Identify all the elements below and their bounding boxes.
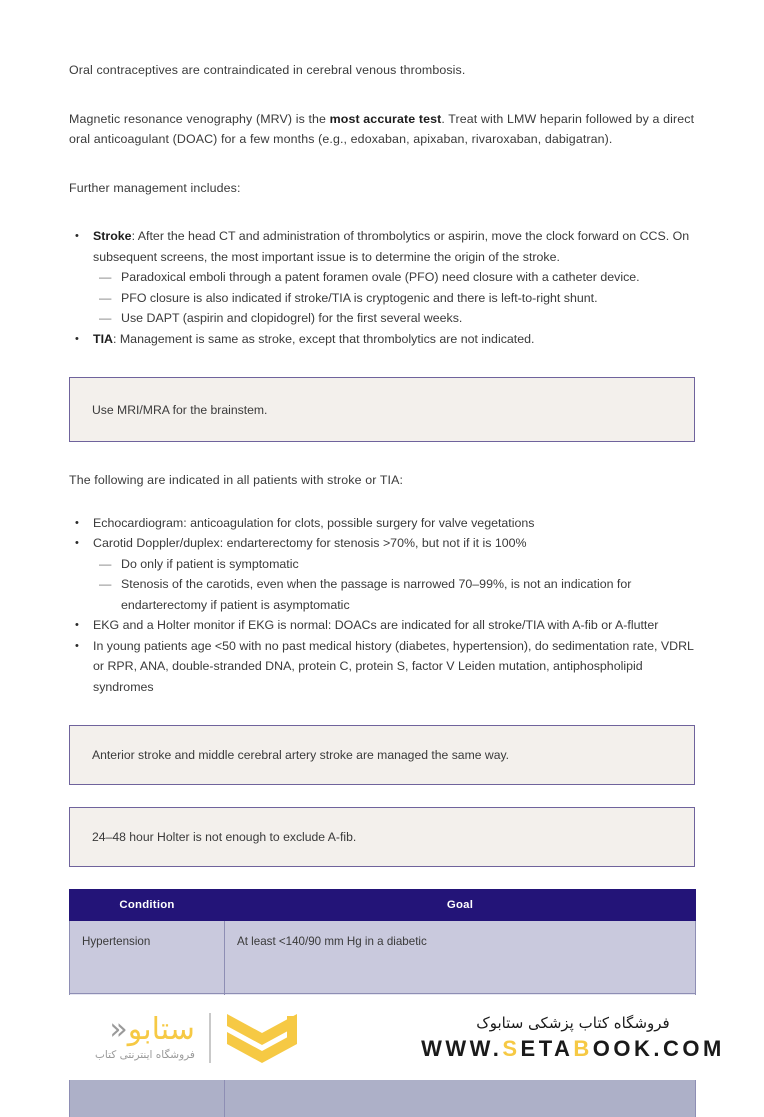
- list-item-text: EKG and a Holter monitor if EKG is normal: DOACs are indicated for all stroke/TIA with A-fib or A-flutter: [93, 618, 658, 632]
- footer-watermark: [0, 995, 764, 1080]
- list-item: [99, 554, 695, 575]
- bullet-icon: •: [75, 636, 79, 657]
- dash-icon: —: [99, 288, 111, 309]
- dash-icon: —: [99, 267, 111, 288]
- bullet-icon: •: [75, 513, 79, 534]
- list-item-text: Stenosis of the carotids, even when the passage is narrowed 70–99%, is not an indication for endarterectomy if patient is asymptomatic: [121, 577, 631, 612]
- dash-icon: —: [99, 554, 111, 575]
- list-item: [75, 636, 695, 698]
- paragraph-mrv-part1: Magnetic resonance venography (MRV) is the: [69, 112, 330, 126]
- spacer: [69, 349, 695, 377]
- paragraph-mrv: [69, 109, 695, 150]
- footer-text-area: [382, 995, 764, 1080]
- footer-logo-area: [0, 995, 382, 1080]
- list-item: [75, 533, 695, 554]
- dash-icon: —: [99, 308, 111, 329]
- table-header-row: [70, 890, 696, 921]
- spacer: [69, 81, 695, 109]
- bullet-icon: •: [75, 329, 79, 350]
- logo-wordmark: [95, 1015, 195, 1061]
- list-item-text: PFO closure is also indicated if stroke/TIA is cryptogenic and there is left-to-right shunt.: [121, 291, 598, 305]
- url-letters-eta: ETA: [521, 1036, 574, 1061]
- paragraph-oral-contraceptives: Oral contraceptives are contraindicated in cerebral venous thrombosis.: [69, 60, 695, 81]
- logo-subtitle: فروشگاه اینترنتی کتاب: [95, 1050, 195, 1061]
- list-item: [75, 513, 695, 534]
- list-item: [99, 308, 695, 329]
- chevron-logo-icon: [225, 1012, 299, 1064]
- spacer: [69, 198, 695, 226]
- logo-script-prefix: «: [109, 1012, 127, 1047]
- logo-script-text: [109, 1015, 195, 1045]
- setabook-logo: [95, 1012, 299, 1064]
- list-item: [99, 288, 695, 309]
- list-item-text: Carotid Doppler/duplex: endarterectomy for stenosis >70%, but not if it is 100%: [93, 536, 527, 550]
- callout-box-anterior-stroke: [69, 725, 695, 785]
- paragraph-further-management: Further management includes:: [69, 178, 695, 199]
- callout-box-mri-brainstem: [69, 377, 695, 442]
- spacer: [69, 491, 695, 513]
- list-item-label: TIA: [93, 332, 113, 346]
- callout-text: Use MRI/MRA for the brainstem.: [92, 400, 267, 420]
- paragraph-following-indicated: The following are indicated in all patients with stroke or TIA:: [69, 470, 695, 491]
- footer-persian-tagline: فروشگاه کتاب پزشکی ستابوک: [476, 1014, 669, 1032]
- footer-url: [421, 1036, 725, 1062]
- spacer: [69, 697, 695, 725]
- callout-text: 24–48 hour Holter is not enough to exclude A-fib.: [92, 827, 356, 847]
- list-item-text: Do only if patient is symptomatic: [121, 557, 299, 571]
- table-header-condition: Condition: [70, 890, 225, 921]
- bullet-icon: •: [75, 533, 79, 554]
- spacer: [69, 867, 695, 889]
- list-item: [75, 615, 695, 636]
- paragraph-mrv-part2: . Treat with LMW heparin followed by a direct oral anticoagulant (DOAC) for a few months (e.g., edoxaban, apixaban, rivaroxaban, dabigatran).: [69, 112, 694, 147]
- table-header-goal: Goal: [225, 890, 696, 921]
- bullet-icon: •: [75, 226, 79, 247]
- spacer: [69, 442, 695, 470]
- document-content: [69, 60, 695, 1117]
- list-item-text: In young patients age <50 with no past medical history (diabetes, hypertension), do sedimentation rate, VDRL or RPR, ANA, double-stranded DNA, protein C, protein S, factor V Leiden mutation, antiphospholipid syndromes: [93, 639, 694, 694]
- logo-divider: [209, 1013, 211, 1063]
- list-item: [99, 574, 695, 615]
- url-suffix: OOK.COM: [593, 1036, 725, 1061]
- spacer: [69, 785, 695, 807]
- url-letter-s: S: [502, 1036, 520, 1061]
- spacer: [69, 150, 695, 178]
- callout-box-holter: [69, 807, 695, 867]
- table-cell-goal: At least <140/90 mm Hg in a diabetic: [225, 921, 696, 994]
- callout-text: Anterior stroke and middle cerebral artery stroke are managed the same way.: [92, 745, 509, 765]
- list-item-text: : After the head CT and administration of thrombolytics or aspirin, move the clock forward on CCS. On subsequent screens, the most important issue is to determine the origin of the stroke.: [93, 229, 689, 264]
- url-prefix: WWW.: [421, 1036, 502, 1061]
- emphasis-most-accurate-test: most accurate test: [330, 112, 442, 126]
- table-cell-condition: Hypertension: [70, 921, 225, 994]
- list-item-text: : Management is same as stroke, except that thrombolytics are not indicated.: [113, 332, 535, 346]
- list-indicated-tests: [69, 513, 695, 698]
- list-item-text: Paradoxical emboli through a patent foramen ovale (PFO) need closure with a catheter device.: [121, 270, 640, 284]
- list-item: [75, 329, 695, 350]
- table-row: [70, 921, 696, 994]
- url-letter-b: B: [573, 1036, 592, 1061]
- bullet-icon: •: [75, 615, 79, 636]
- list-item: [99, 267, 695, 288]
- dash-icon: —: [99, 574, 111, 595]
- list-item-text: Echocardiogram: anticoagulation for clots, possible surgery for valve vegetations: [93, 516, 534, 530]
- list-further-management: [69, 226, 695, 349]
- list-item: [75, 226, 695, 267]
- logo-script-main: ستابو: [128, 1012, 195, 1047]
- list-item-text: Use DAPT (aspirin and clopidogrel) for the first several weeks.: [121, 311, 462, 325]
- list-item-label: Stroke: [93, 229, 132, 243]
